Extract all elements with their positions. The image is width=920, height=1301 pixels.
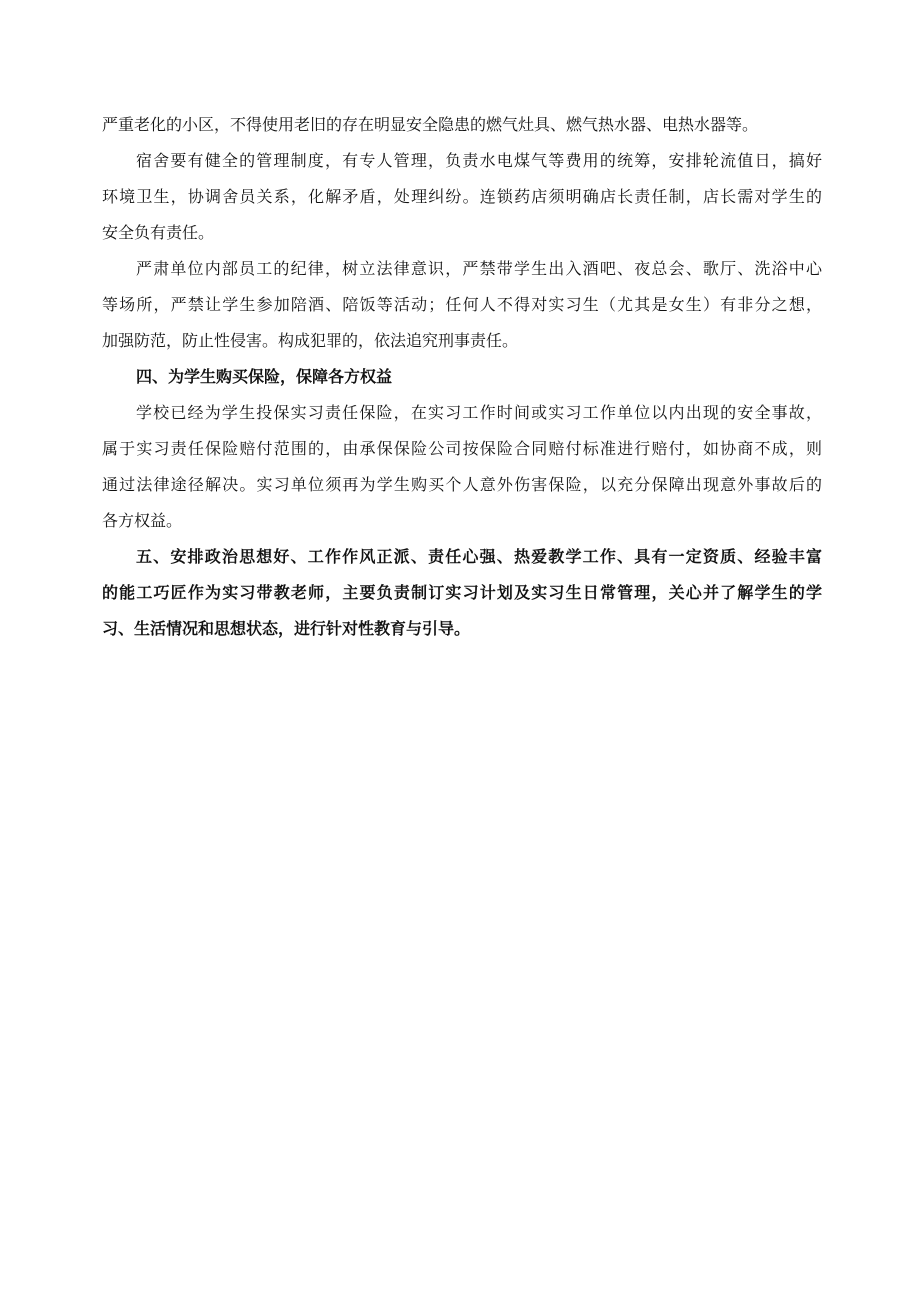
- section-heading-line: 习、生活情况和思想状态，进行针对性教育与引导。: [102, 619, 471, 638]
- paragraph-line: 严肃单位内部员工的纪律，树立法律意识，严禁带学生出入酒吧、夜总会、歌厅、洗浴中心: [136, 259, 822, 278]
- paragraph-line: 加强防范，防止性侵害。构成犯罪的，依法追究刑事责任。: [102, 331, 519, 350]
- paragraph-line: 各方权益。: [102, 511, 183, 530]
- section-heading-line: 的能工巧匠作为实习带教老师，主要负责制订实习计划及实习生日常管理，关心并了解学生的学: [102, 583, 822, 602]
- paragraph-line: 环境卫生，协调舍员关系，化解矛盾，处理纠纷。连锁药店须明确店长责任制，店长需对学生的: [102, 187, 822, 206]
- section-heading-line: 五、安排政治思想好、工作作风正派、责任心强、热爱教学工作、具有一定资质、经验丰富: [136, 547, 822, 566]
- paragraph-line: 通过法律途径解决。实习单位须再为学生购买个人意外伤害保险，以充分保障出现意外事故后的: [102, 475, 822, 494]
- paragraph-line: 属于实习责任保险赔付范围的，由承保保险公司按保险合同赔付标准进行赔付，如协商不成，则: [102, 439, 822, 458]
- section-heading: 四、为学生购买保险，保障各方权益: [136, 367, 393, 386]
- paragraph-line: 宿舍要有健全的管理制度，有专人管理，负责水电煤气等费用的统筹，安排轮流值日，搞好: [136, 151, 822, 170]
- paragraph-line: 严重老化的小区，不得使用老旧的存在明显安全隐患的燃气灶具、燃气热水器、电热水器等。: [102, 115, 759, 134]
- paragraph-line: 安全负有责任。: [102, 223, 215, 242]
- paragraph-line: 等场所，严禁让学生参加陪酒、陪饭等活动；任何人不得对实习生（尤其是女生）有非分之想，: [102, 295, 822, 314]
- paragraph-line: 学校已经为学生投保实习责任保险，在实习工作时间或实习工作单位以内出现的安全事故，: [136, 403, 822, 422]
- document-body: [102, 107, 822, 647]
